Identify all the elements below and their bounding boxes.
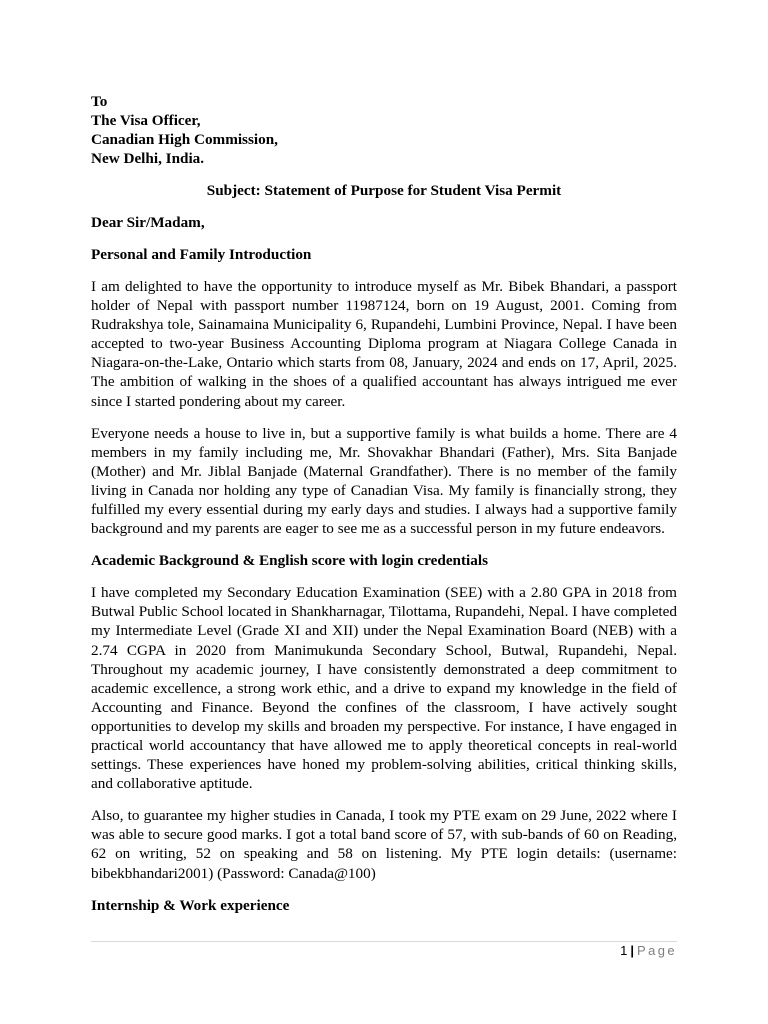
page-number: 1: [620, 943, 628, 958]
footer-divider: [91, 941, 677, 942]
recipient-address: [91, 92, 677, 168]
address-line: New Delhi, India.: [91, 150, 205, 167]
page-separator: |: [630, 943, 635, 958]
paragraph: I have completed my Secondary Education Examination (SEE) with a 2.80 GPA in 2018 from Butwal Public School located in Shankharnagar, Tilottama, Rupandehi, Nepal. I have completed my Intermediate Level (Grade XI and XII) under the Nepal Examination Board (NEB) with a 2.74 CGPA in 2020 from Manimukunda Secondary School, Butwal, Rupandehi, Nepal. Throughout my academic journey, I have consistently demonstrated a deep commitment to academic excellence, a strong work ethic, and a drive to expand my knowledge in the field of Accounting and Finance. Beyond the confines of the classroom, I have actively sought opportunities to develop my skills and broaden my perspective. For instance, I have engaged in practical world accountancy that have allowed me to apply theoretical concepts in real-world settings. These experiences have honed my problem-solving abilities, critical thinking skills, and collaborative aptitude.: [91, 584, 677, 793]
section-heading-personal: Personal and Family Introduction: [91, 246, 312, 263]
address-line: The Visa Officer,: [91, 112, 201, 129]
paragraph: I am delighted to have the opportunity to introduce myself as Mr. Bibek Bhandari, a passport holder of Nepal with passport number 11987124, born on 19 August, 2001. Coming from Rudrakshya tole, Sainamaina Municipality 6, Rupandehi, Lumbini Province, Nepal. I have been accepted to two-year Business Accounting Diploma program at Niagara College Canada in Niagara-on-the-Lake, Ontario which starts from 08, January, 2024 and ends on 17, April, 2025. The ambition of walking in the shoes of a qualified accountant has always intrigued me ever since I started pondering about my career.: [91, 278, 677, 410]
subject-line: Subject: Statement of Purpose for Student Visa Permit: [206, 182, 562, 199]
paragraph: Everyone needs a house to live in, but a supportive family is what builds a home. There are 4 members in my family including me, Mr. Shovakhar Bhandari (Father), Mrs. Sita Banjade (Mother) and Mr. Jiblal Banjade (Maternal Grandfather). There is no member of the family living in Canada nor holding any type of Canadian Visa. My family is financially strong, they fulfilled my every essential during my early days and studies. I always had a supportive family background and my parents are eager to see me as a successful person in my future endeavors.: [91, 424, 677, 538]
address-line: Canadian High Commission,: [91, 131, 278, 148]
paragraph: Also, to guarantee my higher studies in Canada, I took my PTE exam on 29 June, 2022 where I was able to secure good marks. I got a total band score of 57, with sub-bands of 60 on Reading, 62 on writing, 52 on speaking and 58 on listening. My PTE login details: (username: bibekbhandari2001) (Password: Canada@100): [91, 807, 677, 882]
section-heading-academic: Academic Background & English score with login credentials: [91, 552, 489, 570]
salutation: Dear Sir/Madam,: [91, 214, 205, 231]
section-heading-internship: Internship & Work experience: [91, 896, 290, 914]
page-footer: [620, 942, 677, 960]
page-label: Page: [637, 943, 677, 958]
address-line: To: [91, 93, 108, 110]
document-page: [91, 92, 677, 915]
